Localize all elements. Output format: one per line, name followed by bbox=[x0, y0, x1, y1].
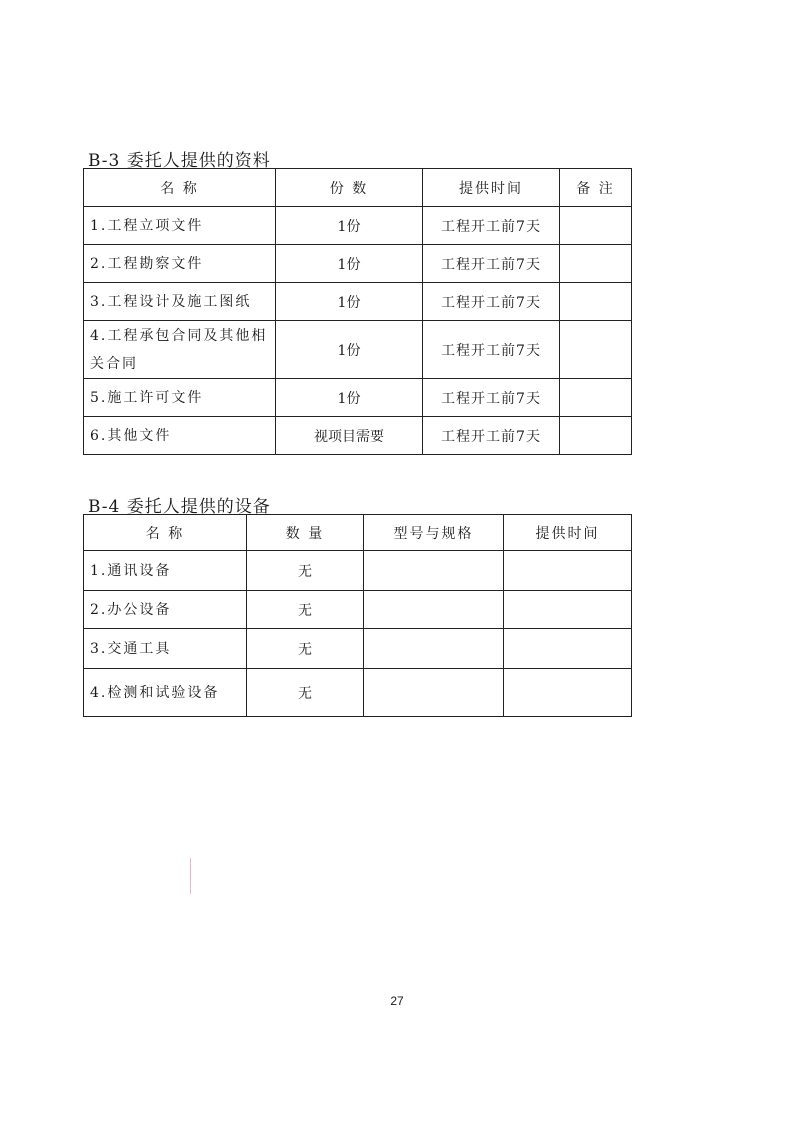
cell-copies: 视项目需要 bbox=[276, 417, 423, 455]
header-provide-time: 提供时间 bbox=[423, 169, 560, 207]
cell-spec bbox=[364, 551, 504, 591]
cell-quantity: 无 bbox=[247, 669, 364, 717]
b3-materials-table bbox=[83, 168, 632, 455]
table-row bbox=[84, 629, 632, 669]
cell-quantity: 无 bbox=[247, 551, 364, 591]
cell-copies: 1份 bbox=[276, 245, 423, 283]
cell-note bbox=[560, 207, 632, 245]
header-remarks: 备 注 bbox=[560, 169, 632, 207]
cell-spec bbox=[364, 591, 504, 629]
cell-copies: 1份 bbox=[276, 379, 423, 417]
cell-note bbox=[560, 417, 632, 455]
cell-time: 工程开工前7天 bbox=[423, 379, 560, 417]
b4-section-title: B-4 委托人提供的设备 bbox=[88, 497, 271, 517]
table-row bbox=[84, 283, 632, 321]
cell-quantity: 无 bbox=[247, 629, 364, 669]
cell-time bbox=[504, 551, 632, 591]
cell-note bbox=[560, 321, 632, 379]
table-row bbox=[84, 669, 632, 717]
cell-name: 3.交通工具 bbox=[84, 629, 247, 669]
cell-time bbox=[504, 591, 632, 629]
cell-time bbox=[504, 669, 632, 717]
table-row bbox=[84, 207, 632, 245]
cell-name: 5.施工许可文件 bbox=[84, 379, 276, 417]
cell-name: 3.工程设计及施工图纸 bbox=[84, 283, 276, 321]
cell-spec bbox=[364, 629, 504, 669]
header-model-spec: 型号与规格 bbox=[364, 515, 504, 551]
cell-quantity: 无 bbox=[247, 591, 364, 629]
header-provide-time: 提供时间 bbox=[504, 515, 632, 551]
cell-note bbox=[560, 245, 632, 283]
table-header-row bbox=[84, 169, 632, 207]
cell-name: 1.通讯设备 bbox=[84, 551, 247, 591]
cell-time: 工程开工前7天 bbox=[423, 321, 560, 379]
cell-copies: 1份 bbox=[276, 321, 423, 379]
table-row bbox=[84, 417, 632, 455]
cell-name: 2.办公设备 bbox=[84, 591, 247, 629]
header-copies: 份 数 bbox=[276, 169, 423, 207]
header-quantity: 数 量 bbox=[247, 515, 364, 551]
cell-name: 1.工程立项文件 bbox=[84, 207, 276, 245]
cell-time: 工程开工前7天 bbox=[423, 283, 560, 321]
table-header-row bbox=[84, 515, 632, 551]
b3-section-title: B-3 委托人提供的资料 bbox=[88, 151, 271, 171]
cell-name: 6.其他文件 bbox=[84, 417, 276, 455]
page-number: 27 bbox=[390, 994, 404, 1008]
table-row bbox=[84, 379, 632, 417]
cell-note bbox=[560, 379, 632, 417]
table-row bbox=[84, 245, 632, 283]
cell-note bbox=[560, 283, 632, 321]
cell-time bbox=[504, 629, 632, 669]
cell-time: 工程开工前7天 bbox=[423, 417, 560, 455]
header-name: 名 称 bbox=[84, 515, 247, 551]
table-row bbox=[84, 591, 632, 629]
cell-name: 2.工程勘察文件 bbox=[84, 245, 276, 283]
cell-copies: 1份 bbox=[276, 283, 423, 321]
cell-name: 4.检测和试验设备 bbox=[84, 669, 247, 717]
cell-copies: 1份 bbox=[276, 207, 423, 245]
cell-name: 4.工程承包合同及其他相关合同 bbox=[84, 321, 276, 379]
table-row bbox=[84, 321, 632, 379]
scan-mark bbox=[190, 858, 191, 894]
table-row bbox=[84, 551, 632, 591]
b4-equipment-table bbox=[83, 514, 632, 717]
cell-time: 工程开工前7天 bbox=[423, 245, 560, 283]
cell-time: 工程开工前7天 bbox=[423, 207, 560, 245]
cell-spec bbox=[364, 669, 504, 717]
header-name: 名 称 bbox=[84, 169, 276, 207]
